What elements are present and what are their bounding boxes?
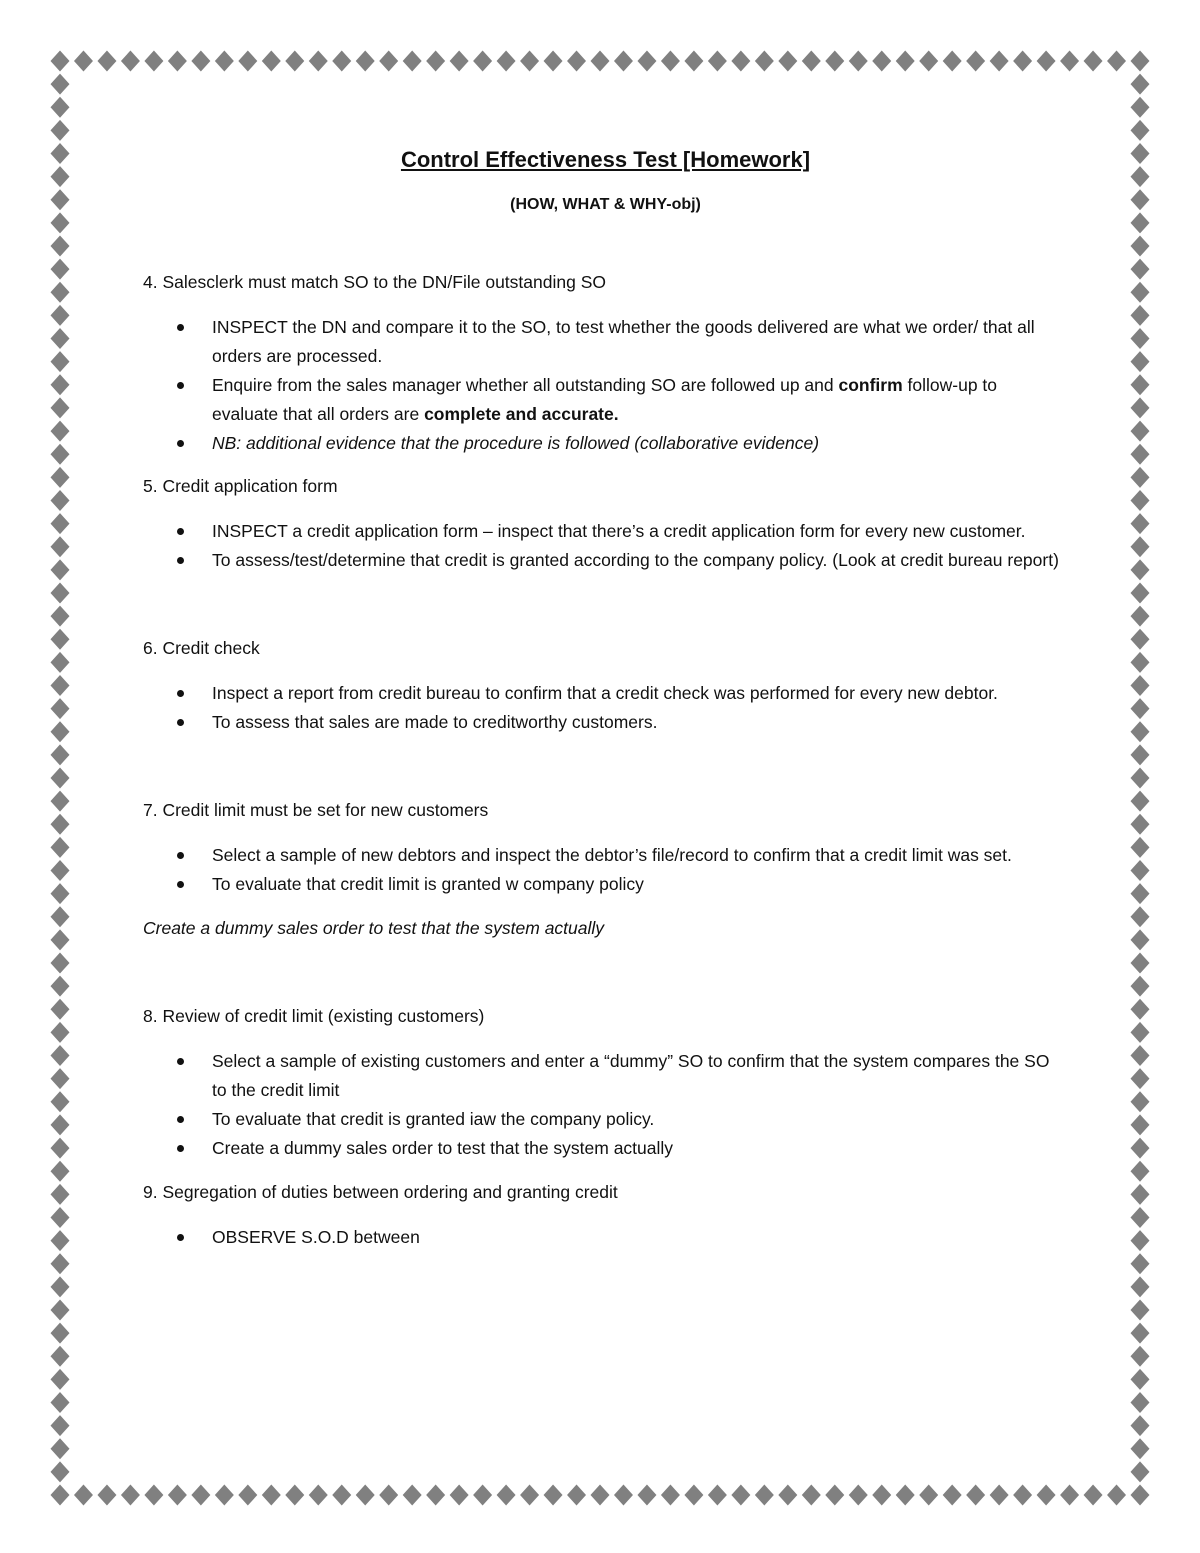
diamond-icon — [943, 1485, 962, 1506]
diamond-icon — [332, 51, 351, 72]
bullet-text: follow-up to evaluate that all orders are — [212, 375, 998, 424]
diamond-icon — [1131, 1461, 1150, 1482]
diamond-icon — [591, 51, 610, 72]
diamond-icon — [778, 1485, 797, 1506]
diamond-icon — [168, 1485, 187, 1506]
diamond-icon — [896, 1485, 915, 1506]
diamond-icon — [1131, 74, 1150, 95]
diamond-icon — [567, 1485, 586, 1506]
diamond-icon — [755, 1485, 774, 1506]
list-item: INSPECT the DN and compare it to the SO, to test whether the goods delivered are what we order/ that all orders are processed. — [212, 313, 1068, 371]
diamond-icon — [51, 1369, 70, 1390]
diamond-icon — [51, 1438, 70, 1459]
section-heading-4: 4. Salesclerk must match SO to the DN/File outstanding SO — [143, 272, 606, 292]
diamond-icon — [1131, 1045, 1150, 1066]
diamond-icon — [708, 51, 727, 72]
diamond-icon — [51, 1138, 70, 1159]
diamond-icon — [849, 51, 868, 72]
bullet-emphasis: complete and accurate. — [424, 404, 619, 424]
diamond-icon — [1131, 143, 1150, 164]
diamond-icon — [51, 305, 70, 326]
diamond-icon — [1131, 1438, 1150, 1459]
diamond-icon — [872, 1485, 891, 1506]
diamond-icon — [51, 189, 70, 210]
diamond-icon — [51, 721, 70, 742]
diamond-icon — [51, 791, 70, 812]
list-item: INSPECT a credit application form – inspect that there’s a credit application form for every new customer. — [212, 517, 1068, 546]
diamond-icon — [450, 1485, 469, 1506]
diamond-icon — [215, 1485, 234, 1506]
diamond-icon — [1131, 236, 1150, 257]
diamond-icon — [1131, 467, 1150, 488]
diamond-icon — [1131, 1207, 1150, 1228]
diamond-icon — [1131, 1138, 1150, 1159]
diamond-icon — [51, 675, 70, 696]
diamond-icon — [51, 513, 70, 534]
diamond-icon — [332, 1485, 351, 1506]
list-item: OBSERVE S.O.D between — [212, 1223, 1068, 1252]
diamond-icon — [215, 51, 234, 72]
document-title: Control Effectiveness Test [Homework] — [400, 147, 811, 172]
diamond-icon — [684, 51, 703, 72]
diamond-icon — [51, 421, 70, 442]
diamond-icon — [51, 166, 70, 187]
diamond-icon — [1131, 791, 1150, 812]
diamond-icon — [544, 1485, 563, 1506]
diamond-icon — [51, 999, 70, 1020]
diamond-icon — [1037, 1485, 1056, 1506]
diamond-icon — [1131, 1485, 1150, 1506]
list-item: To evaluate that credit limit is granted w company policy — [212, 870, 1068, 899]
diamond-icon — [473, 1485, 492, 1506]
diamond-icon — [1131, 629, 1150, 650]
diamond-icon — [309, 1485, 328, 1506]
diamond-icon — [802, 1485, 821, 1506]
bullet-text: Enquire from the sales manager whether all outstanding SO are followed up and — [212, 375, 839, 395]
diamond-icon — [990, 1485, 1009, 1506]
diamond-icon — [1131, 444, 1150, 465]
diamond-icon — [356, 1485, 375, 1506]
diamond-icon — [1131, 166, 1150, 187]
diamond-icon — [520, 51, 539, 72]
section-9-bullets — [143, 1223, 1068, 1252]
diamond-icon — [191, 1485, 210, 1506]
diamond-icon — [825, 1485, 844, 1506]
diamond-icon — [51, 698, 70, 719]
diamond-icon — [1131, 1323, 1150, 1344]
diamond-icon — [1131, 814, 1150, 835]
diamond-icon — [1131, 883, 1150, 904]
diamond-icon — [51, 1114, 70, 1135]
diamond-icon — [51, 1068, 70, 1089]
diamond-icon — [825, 51, 844, 72]
diamond-icon — [544, 51, 563, 72]
diamond-icon — [51, 1253, 70, 1274]
diamond-icon — [1013, 1485, 1032, 1506]
diamond-icon — [51, 1161, 70, 1182]
diamond-icon — [966, 51, 985, 72]
diamond-icon — [1131, 559, 1150, 580]
diamond-icon — [1131, 906, 1150, 927]
diamond-icon — [144, 1485, 163, 1506]
diamond-icon — [1131, 1091, 1150, 1112]
diamond-icon — [51, 744, 70, 765]
diamond-icon — [51, 143, 70, 164]
diamond-icon — [778, 51, 797, 72]
diamond-icon — [51, 351, 70, 372]
diamond-icon — [51, 397, 70, 418]
diamond-icon — [591, 1485, 610, 1506]
diamond-icon — [51, 976, 70, 997]
section-6-bullets — [143, 679, 1068, 737]
diamond-icon — [450, 51, 469, 72]
diamond-icon — [51, 1323, 70, 1344]
diamond-icon — [1131, 652, 1150, 673]
diamond-icon — [1131, 374, 1150, 395]
diamond-icon — [97, 51, 116, 72]
diamond-icon — [51, 74, 70, 95]
diamond-icon — [51, 1207, 70, 1228]
diamond-icon — [1131, 1114, 1150, 1135]
diamond-icon — [1131, 513, 1150, 534]
diamond-icon — [520, 1485, 539, 1506]
list-item: To assess that sales are made to creditworthy customers. — [212, 708, 1068, 737]
diamond-icon — [51, 1299, 70, 1320]
diamond-icon — [1131, 721, 1150, 742]
diamond-icon — [379, 1485, 398, 1506]
diamond-icon — [1037, 51, 1056, 72]
diamond-icon — [51, 490, 70, 511]
diamond-icon — [1131, 837, 1150, 858]
diamond-icon — [990, 51, 1009, 72]
diamond-icon — [1131, 1230, 1150, 1251]
diamond-icon — [1131, 1276, 1150, 1297]
diamond-icon — [1131, 860, 1150, 881]
diamond-icon — [51, 212, 70, 233]
diamond-icon — [51, 582, 70, 603]
list-item — [212, 371, 1068, 429]
diamond-icon — [1131, 1022, 1150, 1043]
diamond-icon — [51, 953, 70, 974]
diamond-icon — [943, 51, 962, 72]
diamond-icon — [802, 51, 821, 72]
diamond-icon — [1084, 1485, 1103, 1506]
diamond-icon — [51, 259, 70, 280]
diamond-icon — [51, 120, 70, 141]
diamond-icon — [1131, 976, 1150, 997]
diamond-icon — [637, 1485, 656, 1506]
diamond-icon — [403, 51, 422, 72]
diamond-icon — [661, 1485, 680, 1506]
diamond-icon — [51, 97, 70, 118]
diamond-icon — [1131, 1253, 1150, 1274]
diamond-icon — [1131, 768, 1150, 789]
diamond-icon — [1131, 536, 1150, 557]
diamond-icon — [238, 51, 257, 72]
diamond-icon — [1131, 397, 1150, 418]
diamond-icon — [51, 51, 70, 72]
diamond-icon — [51, 282, 70, 303]
section-heading-5: 5. Credit application form — [143, 476, 338, 496]
diamond-icon — [51, 1022, 70, 1043]
diamond-icon — [614, 1485, 633, 1506]
list-item: Create a dummy sales order to test that the system actually — [212, 1134, 1068, 1163]
diamond-icon — [51, 559, 70, 580]
bullet-emphasis: confirm — [838, 375, 903, 395]
diamond-icon — [1131, 675, 1150, 696]
diamond-icon — [262, 51, 281, 72]
diamond-icon — [1131, 1369, 1150, 1390]
diamond-icon — [849, 1485, 868, 1506]
diamond-icon — [51, 629, 70, 650]
diamond-icon — [1060, 1485, 1079, 1506]
diamond-icon — [497, 1485, 516, 1506]
diamond-icon — [1131, 606, 1150, 627]
diamond-icon — [51, 444, 70, 465]
diamond-icon — [1131, 51, 1150, 72]
diamond-icon — [74, 1485, 93, 1506]
diamond-icon — [51, 236, 70, 257]
diamond-icon — [708, 1485, 727, 1506]
diamond-icon — [51, 837, 70, 858]
list-item: To assess/test/determine that credit is granted according to the company policy. (Look at credit bureau report) — [212, 546, 1068, 575]
diamond-icon — [51, 1091, 70, 1112]
diamond-icon — [1131, 120, 1150, 141]
diamond-icon — [403, 1485, 422, 1506]
list-item: Select a sample of existing customers and enter a “dummy” SO to confirm that the system compares the SO to the credit limit — [212, 1047, 1068, 1105]
diamond-icon — [755, 51, 774, 72]
document-subtitle: (HOW, WHAT & WHY-obj) — [510, 196, 701, 213]
diamond-icon — [896, 51, 915, 72]
section-heading-8: 8. Review of credit limit (existing customers) — [143, 1006, 485, 1026]
diamond-icon — [144, 51, 163, 72]
diamond-icon — [168, 51, 187, 72]
diamond-icon — [1131, 212, 1150, 233]
diamond-icon — [1131, 189, 1150, 210]
diamond-icon — [1131, 1392, 1150, 1413]
diamond-icon — [1131, 929, 1150, 950]
diamond-icon — [567, 51, 586, 72]
diamond-icon — [1131, 698, 1150, 719]
diamond-icon — [1084, 51, 1103, 72]
diamond-icon — [285, 1485, 304, 1506]
diamond-icon — [262, 1485, 281, 1506]
diamond-icon — [121, 51, 140, 72]
diamond-icon — [426, 1485, 445, 1506]
diamond-icon — [309, 51, 328, 72]
diamond-icon — [238, 1485, 257, 1506]
diamond-icon — [51, 1276, 70, 1297]
section-7-note: Create a dummy sales order to test that the system actually — [143, 918, 605, 938]
diamond-icon — [51, 536, 70, 557]
diamond-icon — [51, 860, 70, 881]
diamond-icon — [51, 768, 70, 789]
diamond-icon — [1131, 999, 1150, 1020]
list-item: Inspect a report from credit bureau to confirm that a credit check was performed for every new debtor. — [212, 679, 1068, 708]
diamond-icon — [121, 1485, 140, 1506]
diamond-icon — [51, 814, 70, 835]
diamond-icon — [51, 1485, 70, 1506]
diamond-icon — [661, 51, 680, 72]
section-heading-6: 6. Credit check — [143, 638, 260, 658]
diamond-icon — [1131, 1299, 1150, 1320]
diamond-icon — [51, 1184, 70, 1205]
diamond-icon — [51, 652, 70, 673]
diamond-icon — [379, 51, 398, 72]
diamond-icon — [1131, 351, 1150, 372]
diamond-icon — [919, 51, 938, 72]
diamond-icon — [966, 1485, 985, 1506]
diamond-icon — [1131, 1184, 1150, 1205]
diamond-icon — [1107, 51, 1126, 72]
diamond-icon — [51, 374, 70, 395]
list-item: To evaluate that credit is granted iaw the company policy. — [212, 1105, 1068, 1134]
diamond-icon — [731, 1485, 750, 1506]
diamond-icon — [51, 1461, 70, 1482]
document-page — [143, 145, 1068, 1252]
diamond-icon — [1131, 305, 1150, 326]
list-item: Select a sample of new debtors and inspect the debtor’s file/record to confirm that a credit limit was set. — [212, 841, 1068, 870]
diamond-icon — [51, 467, 70, 488]
section-heading-9: 9. Segregation of duties between ordering and granting credit — [143, 1182, 618, 1202]
section-5-bullets — [143, 517, 1068, 575]
diamond-icon — [51, 929, 70, 950]
diamond-icon — [426, 51, 445, 72]
diamond-icon — [1131, 97, 1150, 118]
section-4-bullets — [143, 313, 1068, 458]
diamond-icon — [1131, 282, 1150, 303]
diamond-icon — [614, 51, 633, 72]
diamond-icon — [919, 1485, 938, 1506]
diamond-icon — [684, 1485, 703, 1506]
diamond-icon — [1131, 421, 1150, 442]
diamond-icon — [51, 906, 70, 927]
diamond-icon — [731, 51, 750, 72]
section-7-bullets — [143, 841, 1068, 899]
diamond-icon — [97, 1485, 116, 1506]
diamond-icon — [1107, 1485, 1126, 1506]
diamond-icon — [1131, 1346, 1150, 1367]
diamond-icon — [356, 51, 375, 72]
section-heading-7: 7. Credit limit must be set for new customers — [143, 800, 489, 820]
diamond-icon — [1131, 1068, 1150, 1089]
diamond-icon — [1131, 953, 1150, 974]
diamond-icon — [1131, 259, 1150, 280]
diamond-icon — [51, 1045, 70, 1066]
diamond-icon — [1131, 582, 1150, 603]
list-item: NB: additional evidence that the procedure is followed (collaborative evidence) — [212, 429, 1068, 458]
diamond-icon — [1131, 1415, 1150, 1436]
diamond-icon — [51, 883, 70, 904]
diamond-icon — [497, 51, 516, 72]
diamond-icon — [473, 51, 492, 72]
section-8-bullets — [143, 1047, 1068, 1163]
diamond-icon — [1131, 1161, 1150, 1182]
diamond-icon — [51, 1415, 70, 1436]
diamond-icon — [191, 51, 210, 72]
diamond-icon — [1060, 51, 1079, 72]
diamond-icon — [872, 51, 891, 72]
diamond-icon — [285, 51, 304, 72]
diamond-icon — [1131, 328, 1150, 349]
diamond-icon — [1013, 51, 1032, 72]
diamond-icon — [51, 328, 70, 349]
diamond-icon — [74, 51, 93, 72]
diamond-icon — [1131, 490, 1150, 511]
diamond-icon — [51, 1230, 70, 1251]
diamond-icon — [51, 1392, 70, 1413]
diamond-icon — [51, 1346, 70, 1367]
diamond-icon — [51, 606, 70, 627]
diamond-icon — [1131, 744, 1150, 765]
diamond-icon — [637, 51, 656, 72]
